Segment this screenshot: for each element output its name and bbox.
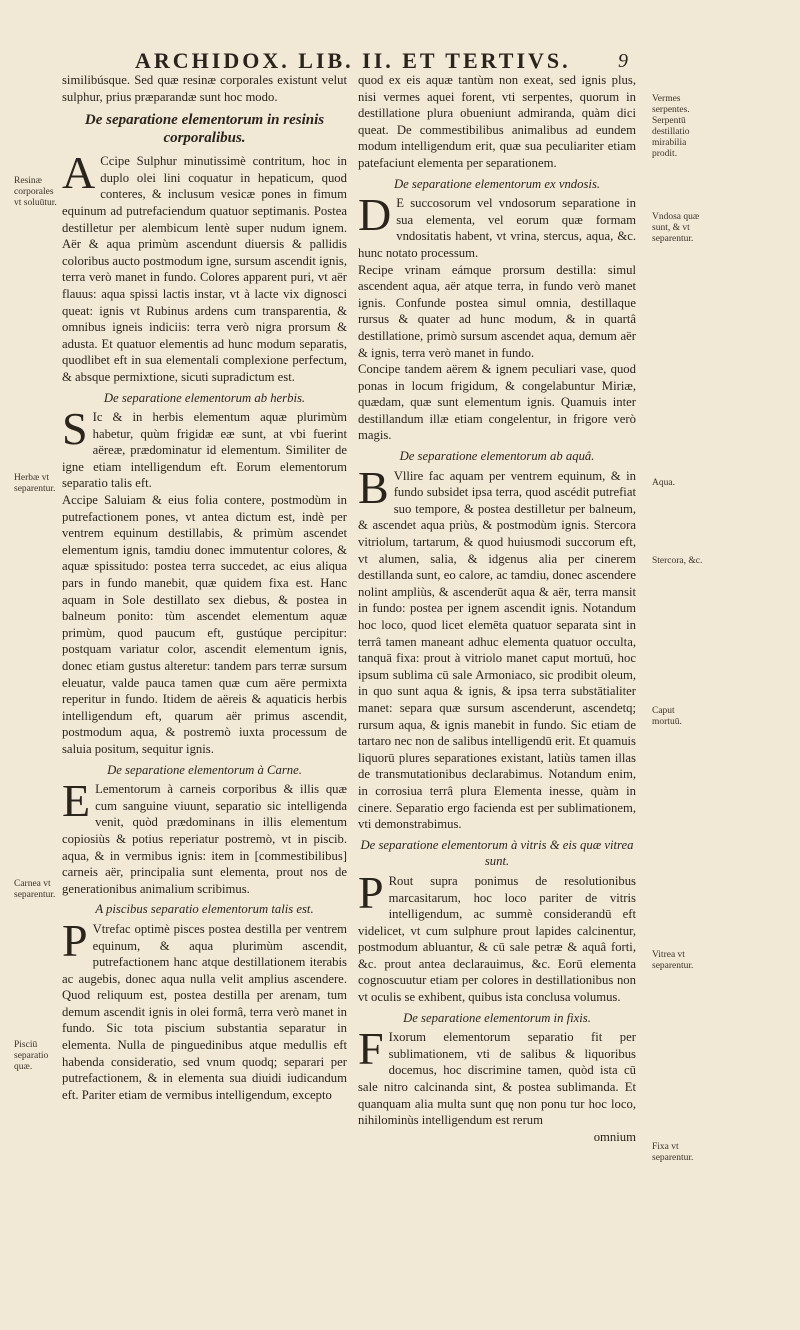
margin-note: Caput mortuū. — [652, 706, 682, 727]
paragraph — [62, 403, 347, 492]
paragraph-text: Rout supra ponimus de resolutionibus marcasitarum, hoc loco pariter de vitris intelligendum, ac summè considerandū eft videlicet, vt cum sulphure prout lapides calcinentur, postmodum abluantur, & cū sale petræ & aquâ forti, &c. prout antea declarauimus, &c. Eorū elementa cognoscuutur etiam per colores in destillationibus non vt oculis se exhibent, quibus ista conclusa volumus. — [358, 873, 636, 1005]
margin-note: Fixa vt separentur. — [652, 1142, 694, 1163]
margin-note: Aqua. — [652, 478, 675, 488]
section-heading: De separatione elementorum ex vndosis. — [393, 176, 601, 191]
paragraph — [358, 461, 636, 833]
margin-note: Vermes serpentes. Serpentū destillatio mirabilia prodit. — [652, 94, 690, 159]
drop-cap: P — [62, 914, 88, 966]
paragraph-text: Vllire fac aquam per ventrem equinum, & in fundo subsidet ipsa terra, quod ascédit putrefiat suo tempore, & postea destilletur per balneum, & ascendet aqua priùs, & postmodùm ignis. Stercora vitriolum, tartarum, & quod huiusmodi succorum eft, vt alumen, salia, & idgenus alia per cinerem destillanda sunt, eo calore, ac tamdiu, donec ascendere nolint ampliùs, & ascenderūt aqua & aër, terra mansit in fundo: postea per ignem ascendit ignis. Notandum hoc loco, quod licet elemēta quatuor separata sint in terrâ tamen maneant adhuc elementa quatuor occulta, tanquā fixa: prout à vitriolo manet caput mortuū, hoc ipsum sublima cū sale Armoniaco, sic prodibit oleum, in quo sunt aqua & ignis, & ipsa terra substātialiter manet: separa quæ sursum ascenderunt, ascendetq; rursum aqua, & ignis manebit in fundo. Sic etiam de tartaro nec non de salibus intelligendū erit. Et quamuis liquorū plures separationes existant, latiùs tamen illas de transmutationibus declarabimus. Notandum enim, in corrosiua terrâ plura Elementa inesse, quàm in cinere. Separatio ergo facienda est per sublimationem, vti demonstrabimus. — [358, 468, 636, 832]
section-heading: De separatione elementorum ab aquâ. — [399, 449, 595, 464]
drop-cap: A — [62, 147, 96, 199]
margin-note: Herbæ vt separentur. — [14, 473, 56, 494]
paragraph-text: Ccipe Sulphur minutissimè contritum, hoc in duplo olei lini coquatur in hepaticum, quod conteres, & inclusum vesicæ pones in fimum equinum ad putrefaciendum quatuor septimanis. Postea destilletur per alembicum lentè super nudum ignem. Aër & aqua primùm ascendunt diuersis & pallidis coloribus aucto postmodum igne, sursum ascendit ignis, terra verò manet in fundo. Colores apparent puri, vt aër flauus: aqua spissi lactis instar, vt à lacte vix dignosci queat: ignis vt Rubinus ardens cum transparentia, & omnibus igneis indiciis: terra verò nigra prorsum & adusta. Et quatuor elementis ad hunc modum separatis, quodlibet eft in sua elementali complexione perfectum, & absque permixtione, sicuti supradictum est. — [62, 154, 347, 384]
paragraph-text: Vtrefac optimè pisces postea destilla per ventrem equinum, & aqua plurimùm ascendit, putrefactionem hanc atque destillationem iterabis ac augebis, donec aqua nulla velit amplius ascendere. Quod reliquum est, postea destilla per arenam, tum demum ascendit ignis in olei formâ, terra verò manet in fundo. Sic tota piscium substantia separatur in elementa. Nulla de pinguedinibus atque medullis eft habenda consideratio, sed vnum quodq; separari per putrefactionem, & in elementa sua diuidi iudicandum eft. Pariter etiam de vermibus intelligendum, excepto — [62, 921, 347, 1102]
section-heading: De separatione elementorum à vitris & eis quæ vitrea sunt. — [360, 837, 634, 869]
paragraph — [62, 914, 347, 1104]
margin-note: Pisciū separatio quæ. — [14, 1040, 49, 1072]
section-heading: A piscibus separatio elementorum talis est. — [95, 902, 314, 917]
running-head: ARCHIDOX. LIB. II. ET TERTIVS. — [135, 48, 571, 73]
paragraph: quod ex eis aquæ tantùm non exeat, sed ignis plus, nisi vermes aquei forent, vti serpentes, quorum in destillatione plura obueniunt admiranda, quàm dici queat. De commestibilibus animalibus ad eundem modum intelligendum erit, quæ sua peculiariter etiam patefaciunt elementa per separationem. — [358, 73, 636, 170]
drop-cap: P — [358, 866, 384, 918]
drop-cap: S — [62, 403, 88, 455]
paragraph: similibúsque. Sed quæ resinæ corporales existunt velut sulphur, prius præparandæ sunt hoc modo. — [62, 73, 347, 104]
paragraph: Recipe vrinam eámque prorsum destilla: simul ascendent aqua, aër atque terra, in fundo verò manet ignis. Confunde postea simul omnia, destillaque rursus & quater ad hunc modum, & in quartâ destillatione, primò sursum ascendet aqua, demum aër & ignis, terra verò manet in fundo. — [358, 262, 636, 360]
paragraph: Accipe Saluiam & eius folia contere, postmodùm in putrefactionem pones, vt antea dictum est, indè per ventrem equinum destillabis, & primùm ascendet elementum ignis, tamdiu donec immutentur colores, & aquæ spissitudo: postea terra succedet, ac eius aliqua pars in fundo manebit, quæ quidem fixa est. Hanc aquam in Sole destillato sex diebus, & postea in balneum ponito: tùm ascendet elementum aquæ primùm, quod paucum eft, gustúque percipitur: postquam variatur color, ascendit elementum ignis, donec etiam gustus alteretur: tandem pars terræ sursum eleuatur, valde pauca tamen quæ cum aëre permixta reperitur in fundo. Itidem de aëreis & aquaticis herbis intelligendum eft, quarum aër primus ascendit, postmodum aqua, & postremò iuxta processum de saluia positum, sequitur ignis. — [62, 493, 347, 756]
margin-note: Carnea vt separentur. — [14, 879, 56, 900]
paragraph — [62, 775, 347, 897]
drop-cap: D — [358, 189, 392, 241]
drop-cap: B — [358, 461, 389, 513]
page-number: 9 — [618, 50, 628, 72]
section-heading: De separatione elementorum in fixis. — [403, 1010, 591, 1025]
paragraph-text: Ixorum elementorum separatio fit per sublimationem, vti de salibus & liquoribus docemus, hoc discrimine tamen, quòd ista cū sale nitro calcinanda sint, & postea sublimanda. Et quanquam alia multa sunt quę non ponu tur hoc loco, nihilominùs intelligendum est rerum — [358, 1030, 636, 1128]
drop-cap: F — [358, 1023, 384, 1075]
left-column — [62, 72, 347, 1103]
margin-note: Vndosa quæ sunt, & vt separentur. — [652, 212, 700, 244]
margin-note: Stercora, &c. — [652, 556, 703, 566]
margin-note: Vitrea vt separentur. — [652, 950, 694, 971]
section-heading: De separatione elementorum ab herbis. — [103, 390, 306, 405]
paragraph — [358, 189, 636, 261]
paragraph — [358, 866, 636, 1006]
margin-note: Resinæ corporales vt soluūtur. — [14, 176, 57, 208]
paragraph-text: Lementorum à carneis corporibus & illis quæ cum sanguine viuunt, separatio sic intelligenda venit, quòd prædominans in illis elementum copiosiùs & potius reperiatur postremò, vt in piscib. aqua, & in vermibus ignis: item in [commestibilibus] carneis aër, principalia sunt elementa, prout nos de generationibus animalium scribimus. — [62, 782, 347, 896]
right-column — [358, 72, 636, 1145]
drop-cap: E — [62, 775, 91, 827]
paragraph — [358, 1023, 636, 1129]
section-heading: De separatione elementorum in resinis corporalibus. — [84, 112, 325, 147]
section-heading: De separatione elementorum à Carne. — [107, 762, 302, 777]
paragraph-text: E succosorum vel vndosorum separatione in sua elementa, vel eorum quæ formam vndositatis habent, vt vrina, stercus, aqua, &c. hunc notato processum. — [358, 196, 636, 260]
paragraph — [62, 147, 347, 385]
catchword: omnium — [593, 1129, 636, 1144]
paragraph-text: Ic & in herbis elementum aquæ plurimùm habetur, quùm frigidæ eæ sunt, at vbi fuerint aëreæ, prædominatur id elementum. Similiter de igne etiam intelligendum eft. Eorum elementorum separatio talis eft. — [62, 410, 347, 491]
paragraph: Concipe tandem aërem & ignem peculiari vase, quod ponas in locum frigidum, & congelabuntur Miriæ, quædam, quæ sunt elementum ignis. Quamuis inter destillandum illæ etiam congelentur, in frigore verò magis. — [358, 362, 636, 443]
